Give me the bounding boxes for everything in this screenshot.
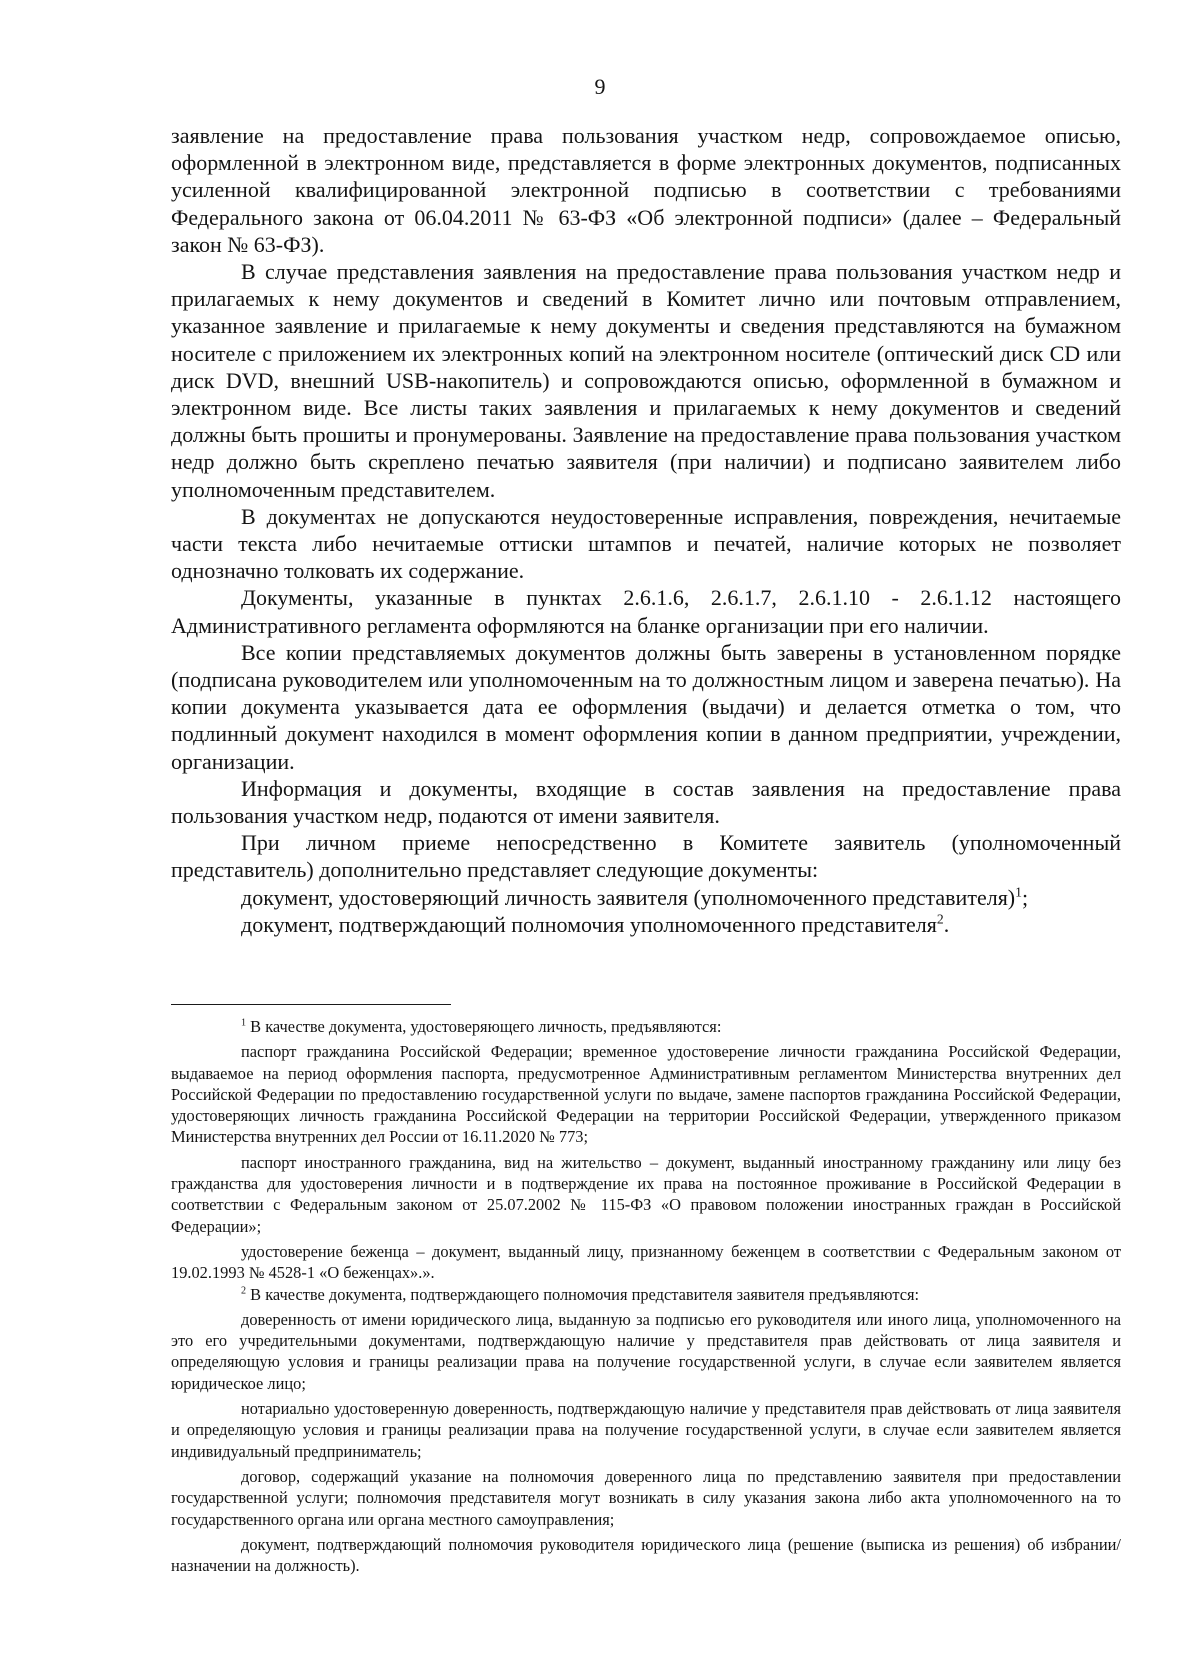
list-item-identity-document [171, 884, 1121, 911]
paragraph-certified-copies: Все копии представляемых документов должны быть заверены в установленном порядке (подписана руководителем или уполномоченным на то должностным лицом и заверена печатью). На копии документа указывается дата ее оформления (выдачи) и делается отметка о том, что подлинный документ находился в момент оформления копии в данном предприятии, учреждении, организации. [171, 639, 1121, 774]
footnote-1-mark: 1 [241, 1017, 247, 1029]
paragraph-personal-visit: При личном приеме непосредственно в Комитете заявитель (уполномоченный представитель) дополнительно представляет следующие документы: [171, 830, 1121, 883]
footnote-1-intro [171, 1016, 1121, 1037]
paragraph-on-behalf: Информация и документы, входящие в состав заявления на предоставление права пользования участком недр, подаются от имени заявителя. [171, 775, 1121, 829]
page-number: 9 [594, 74, 606, 99]
footnotes [171, 1016, 1121, 1576]
list-item-authority-document [171, 911, 1121, 938]
footnote-ref-2: 2 [936, 911, 944, 927]
footnote-2-contract: договор, содержащий указание на полномочия доверенного лица по представлению заявителя при предоставлении государственной услуги; полномочия представителя могут возникать в силу указания закона либо акта уполномоченного на то государственного органа или органа местного самоуправления; [171, 1466, 1121, 1529]
footnote-2-mark: 2 [241, 1285, 247, 1297]
footnote-2-head-authority: документ, подтверждающий полномочия руководителя юридического лица (решение (выписка из решения) об избрании/назначении на должность). [171, 1534, 1121, 1576]
list-item-identity-end: ; [1021, 884, 1029, 910]
footnote-ref-1: 1 [1015, 884, 1022, 900]
footnote-1-passport-rf: паспорт гражданина Российской Федерации; временное удостоверение личности гражданина Российской Федерации, выдаваемое на период оформления паспорта, предусмотренное Административным регламентом Министерства внутренних дел Российской Федерации по предоставлению государственной услуги по выдаче, замене паспортов гражданина Российской Федерации, удостоверяющих личность гражданина Российской Федерации на территории Российской Федерации, утвержденного приказом Министерства внутренних дел России от 16.11.2020 № 773; [171, 1042, 1121, 1147]
footnote-1-intro-text: В качестве документа, удостоверяющего личность, предъявляются: [246, 1017, 722, 1036]
paragraph-paper-submission: В случае представления заявления на предоставление права пользования участком недр и прилагаемых к нему документов и сведений в Комитет лично или почтовым отправлением, указанное заявление и прилагаемые к нему документы и сведения представляются на бумажном носителе с приложением их электронных копий на электронном носителе (оптический диск CD или диск DVD, внешний USB-накопитель) и сопровождаются описью, оформленной в бумажном и электронном виде. Все листы таких заявления и прилагаемых к нему документов и сведений должны быть прошиты и пронумерованы. Заявление на предоставление права пользования участком недр должно быть скреплено печатью заявителя (при наличии) и подписано заявителем либо уполномоченным представителем. [171, 259, 1121, 502]
list-item-identity-text: документ, удостоверяющий личность заявителя (уполномоченного представителя) [241, 884, 1016, 910]
list-item-authority-end: . [943, 911, 950, 937]
main-text [171, 122, 1121, 938]
footnote-2-notarized-poa: нотариально удостоверенную доверенность, подтверждающую наличие у представителя прав действовать от лица заявителя и определяющую условия и границы реализации права на получение государственной услуги, в случае если заявителем является индивидуальный предприниматель; [171, 1399, 1121, 1461]
footnote-1-foreign-passport: паспорт иностранного гражданина, вид на жительство – документ, выданный иностранному гражданину или лицу без гражданства для удостоверения личности и в подтверждение их права на постоянное проживание в Российской Федерации в соответствии с Федеральным законом от 25.07.2002 № 115-ФЗ «О правовом положении иностранных граждан в Российской Федерации»; [171, 1152, 1121, 1236]
footnote-2-intro [171, 1284, 1121, 1305]
paragraph-letterhead: Документы, указанные в пунктах 2.6.1.6, 2.6.1.7, 2.6.1.10 - 2.6.1.12 настоящего Административного регламента оформляются на бланке организации при его наличии. [171, 585, 1121, 638]
footnote-2-intro-text: В качестве документа, подтверждающего полномочия представителя заявителя предъявляются: [246, 1284, 920, 1304]
list-item-authority-text: документ, подтверждающий полномочия уполномоченного представителя [241, 911, 937, 937]
footnote-1-refugee-certificate: удостоверение беженца – документ, выданный лицу, признанному беженцем в соответствии с Федеральным законом от 19.02.1993 № 4528-1 «О беженцах».». [171, 1241, 1121, 1283]
footnote-2-legal-entity-poa: доверенность от имени юридического лица, выданную за подписью его руководителя или иного лица, уполномоченного на это его учредительными документами, подтверждающую наличие у представителя прав действовать от лица заявителя и определяющую условия и границы реализации права на получение государственной услуги, в случае если заявителем является юридическое лицо; [171, 1309, 1121, 1393]
footnote-separator [171, 1004, 451, 1005]
paragraph-electronic-submission: заявление на предоставление права пользования участком недр, сопровождаемое описью, оформленной в электронном виде, представляется в форме электронных документов, подписанных усиленной квалифицированной электронной подписью в соответствии с требованиями Федерального закона от 06.04.2011 № 63-ФЗ «Об электронной подписи» (далее – Федеральный закон № 63-ФЗ). [171, 123, 1121, 257]
paragraph-no-corrections: В документах не допускаются неудостоверенные исправления, повреждения, нечитаемые части текста либо нечитаемые оттиски штампов и печатей, наличие которых не позволяет однозначно толковать их содержание. [171, 503, 1121, 584]
